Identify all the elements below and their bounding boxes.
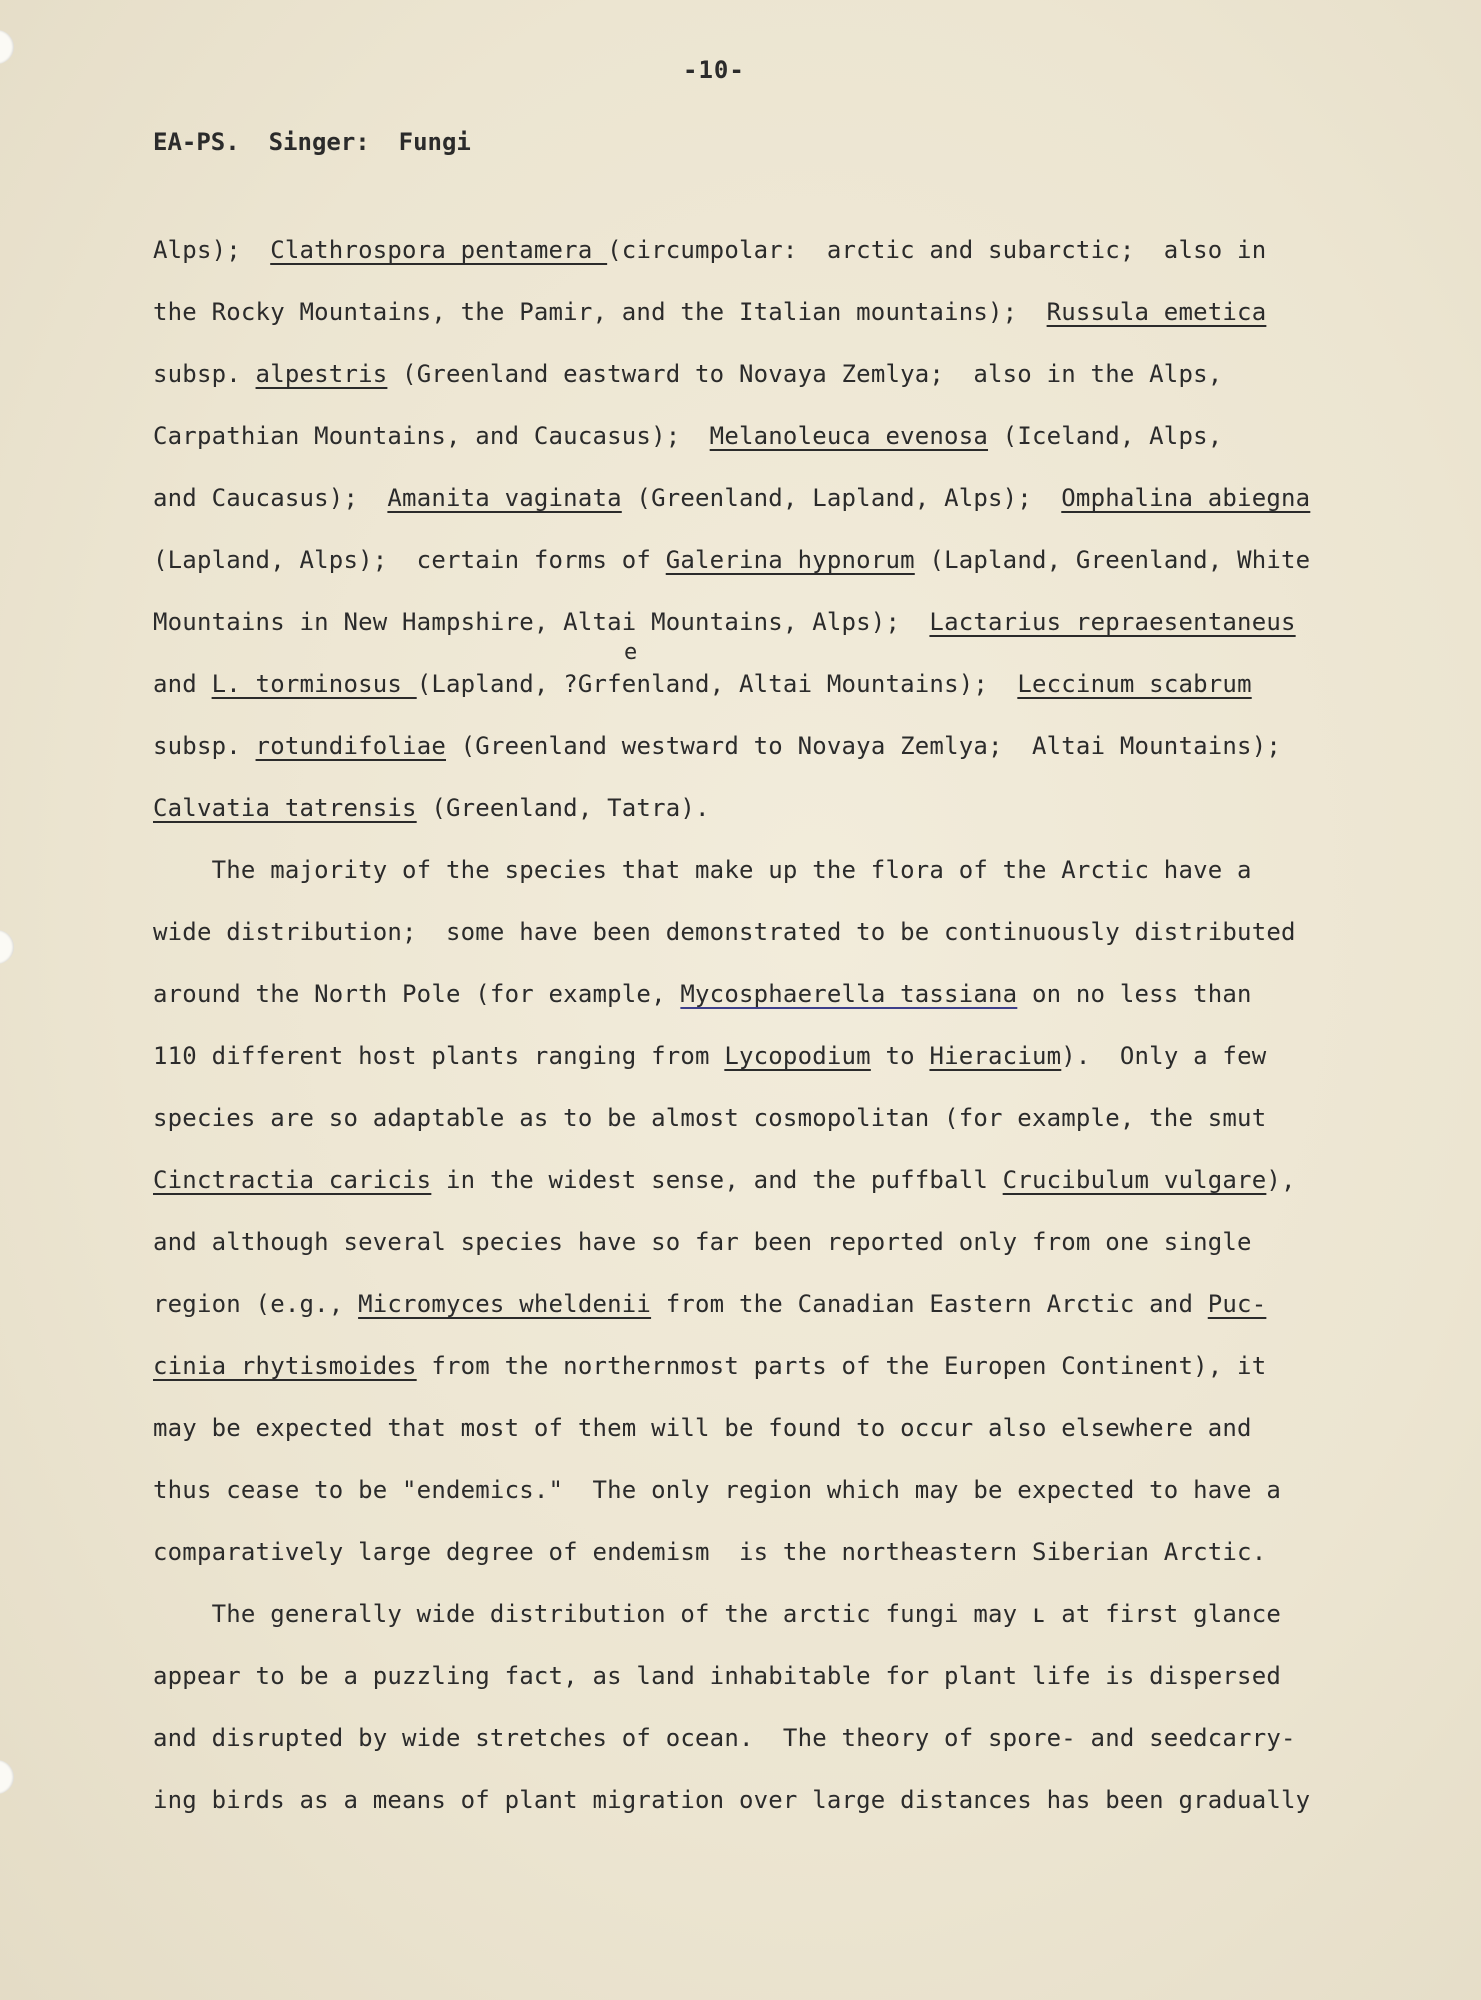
text-span: (Lapland, ?Grfenland, Altai Mountains);: [416, 670, 1018, 698]
text-line-18: [153, 1292, 1266, 1316]
text-span: the Rocky Mountains, the Pamir, and the Italian mountains);: [153, 298, 1047, 326]
text-span: (Iceland, Alps,: [988, 422, 1223, 450]
text-line-20: may be expected that most of them will be found to occur also elsewhere and: [153, 1414, 1252, 1442]
text-span: (Greenland, Lapland, Alps);: [621, 484, 1062, 512]
text-line-17: and although several species have so far been reported only from one single: [153, 1228, 1252, 1256]
page-number: -10-: [683, 56, 745, 84]
text-span: Carpathian Mountains, and Caucasus);: [153, 422, 710, 450]
text-span: ),: [1266, 1166, 1296, 1194]
text-line-23: The generally wide distribution of the arctic fungi may ʟ at first glance: [153, 1600, 1281, 1628]
text-line-25: and disrupted by wide stretches of ocean. The theory of spore- and seedcarry-: [153, 1724, 1296, 1752]
text-line-11: The majority of the species that make up the flora of the Arctic have a: [153, 856, 1252, 884]
text-line-13: [153, 982, 1252, 1006]
text-line-14: [153, 1044, 1266, 1068]
species-name: Lactarius repraesentaneus: [929, 608, 1296, 636]
text-span: Mountains in New Hampshire, Altai Mountains, Alps);: [153, 608, 930, 636]
text-span: on no less than: [1017, 980, 1252, 1008]
text-span: from the northernmost parts of the Europen Continent), it: [416, 1352, 1267, 1380]
species-name: Mycosphaerella tassiana: [680, 980, 1018, 1008]
text-span: in the widest sense, and the puffball: [431, 1166, 1003, 1194]
text-line-3: [153, 362, 1222, 386]
text-line-12: wide distribution; some have been demonstrated to be continuously distributed: [153, 918, 1296, 946]
text-span: subsp.: [153, 360, 256, 388]
species-name: Crucibulum vulgare: [1002, 1166, 1267, 1194]
text-line-9: [153, 734, 1281, 758]
text-line-21: thus cease to be "endemics." The only region which may be expected to have a: [153, 1476, 1281, 1504]
species-name: L. torminosus: [211, 670, 417, 698]
species-name: Lycopodium: [724, 1042, 871, 1070]
text-line-1: [153, 238, 1266, 262]
text-span: (Lapland, Greenland, White: [914, 546, 1311, 574]
text-span: subsp.: [153, 732, 256, 760]
text-span: and: [153, 670, 212, 698]
species-name: Russula emetica: [1046, 298, 1267, 326]
punch-hole-top: [0, 30, 14, 64]
text-line-7: [153, 610, 1296, 634]
text-line-10: [153, 796, 710, 820]
text-span: and Caucasus);: [153, 484, 388, 512]
species-name: Galerina hypnorum: [665, 546, 915, 574]
text-line-16: [153, 1168, 1296, 1192]
text-span: from the Canadian Eastern Arctic and: [651, 1290, 1208, 1318]
text-span: to: [870, 1042, 930, 1070]
species-name: Micromyces wheldenii: [358, 1290, 652, 1318]
text-span: (Greenland westward to Novaya Zemlya; Altai Mountains);: [446, 732, 1282, 760]
species-name: Amanita vaginata: [387, 484, 622, 512]
text-line-15: species are so adaptable as to be almost cosmopolitan (for example, the smut: [153, 1104, 1267, 1132]
text-line-8: [153, 672, 1252, 696]
text-span: (Greenland eastward to Novaya Zemlya; also in the Alps,: [387, 360, 1223, 388]
text-span: around the North Pole (for example,: [153, 980, 681, 1008]
text-span: (Lapland, Alps); certain forms of: [153, 546, 666, 574]
running-header: EA-PS. Singer: Fungi: [153, 128, 471, 156]
species-name: Calvatia tatrensis: [153, 794, 417, 822]
text-span: 110 different host plants ranging from: [153, 1042, 725, 1070]
text-line-2: [153, 300, 1266, 324]
text-span: ). Only a few: [1061, 1042, 1267, 1070]
text-span: Alps);: [153, 236, 271, 264]
species-name: Cinctractia caricis: [153, 1166, 432, 1194]
punch-hole-bottom: [0, 1760, 14, 1794]
species-name: Leccinum scabrum: [1017, 670, 1252, 698]
text-span: (Greenland, Tatra).: [416, 794, 710, 822]
species-name: Clathrospora pentamera: [270, 236, 608, 264]
species-name: cinia rhytismoides: [153, 1352, 417, 1380]
species-name: Puc-: [1207, 1290, 1267, 1318]
species-name: Omphalina abiegna: [1061, 484, 1311, 512]
text-line-5: [153, 486, 1310, 510]
species-name: Hieracium: [929, 1042, 1062, 1070]
text-line-19: [153, 1354, 1266, 1378]
handwritten-correction: e: [624, 640, 638, 665]
text-line-26: ing birds as a means of plant migration over large distances has been gradually: [153, 1786, 1311, 1814]
species-name: rotundifoliae: [255, 732, 446, 760]
text-line-22: comparatively large degree of endemism is the northeastern Siberian Arctic.: [153, 1538, 1267, 1566]
species-name: alpestris: [255, 360, 388, 388]
species-name: Melanoleuca evenosa: [709, 422, 989, 450]
text-line-24: appear to be a puzzling fact, as land inhabitable for plant life is dispersed: [153, 1662, 1281, 1690]
text-span: region (e.g.,: [153, 1290, 359, 1318]
text-line-4: [153, 424, 1222, 448]
punch-hole-middle: [0, 930, 14, 964]
text-line-6: [153, 548, 1310, 572]
text-span: (circumpolar: arctic and subarctic; also in: [607, 236, 1267, 264]
